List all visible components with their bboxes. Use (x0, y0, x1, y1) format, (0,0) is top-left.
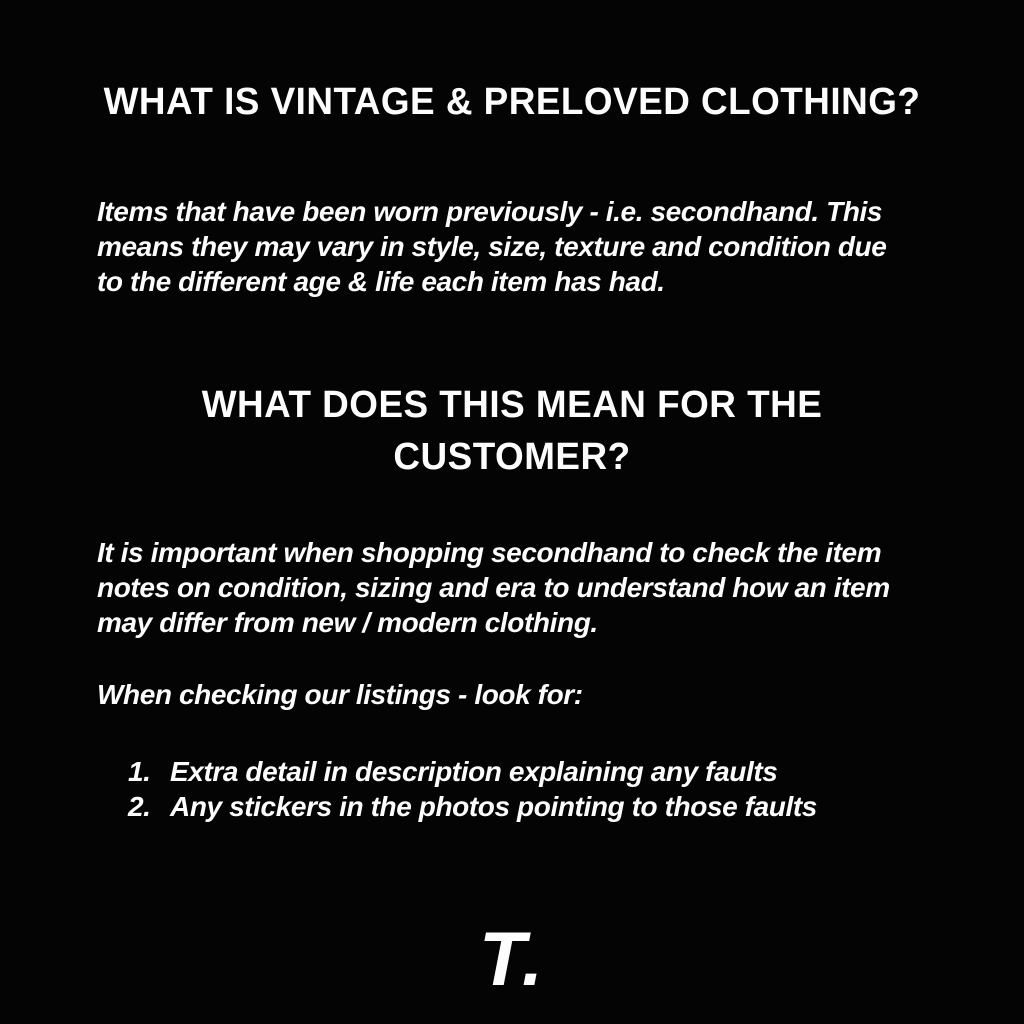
page-title: WHAT IS VINTAGE & PRELOVED CLOTHING? (103, 81, 921, 123)
checklist (128, 754, 1024, 824)
list-item (128, 754, 1024, 789)
section-heading-line-2: CUSTOMER? (393, 436, 631, 478)
customer-line-1: It is important when shopping secondhand to check the item (97, 537, 882, 568)
customer-paragraph (97, 535, 954, 640)
intro-line-3: to the different age & life each item has had. (97, 266, 665, 297)
checklist-intro: When checking our listings - look for: (97, 679, 583, 710)
intro-line-1: Items that have been worn previously - i.e. secondhand. This (97, 196, 883, 227)
section-heading-customer (15, 379, 1008, 483)
brand-logo-t: T. (479, 917, 545, 1002)
list-item-number: 2. (128, 791, 151, 822)
list-item-text: Any stickers in the photos pointing to those faults (170, 791, 817, 822)
customer-line-2: notes on condition, sizing and era to understand how an item (97, 572, 890, 603)
intro-paragraph (97, 194, 954, 299)
section-heading-line-1: WHAT DOES THIS MEAN FOR THE (201, 384, 823, 426)
intro-line-2: means they may vary in style, size, texture and condition due (97, 231, 887, 262)
customer-line-3: may differ from new / modern clothing. (97, 607, 598, 638)
list-item (128, 789, 1024, 824)
list-item-text: Extra detail in description explaining any faults (170, 756, 778, 787)
list-item-number: 1. (128, 756, 151, 787)
